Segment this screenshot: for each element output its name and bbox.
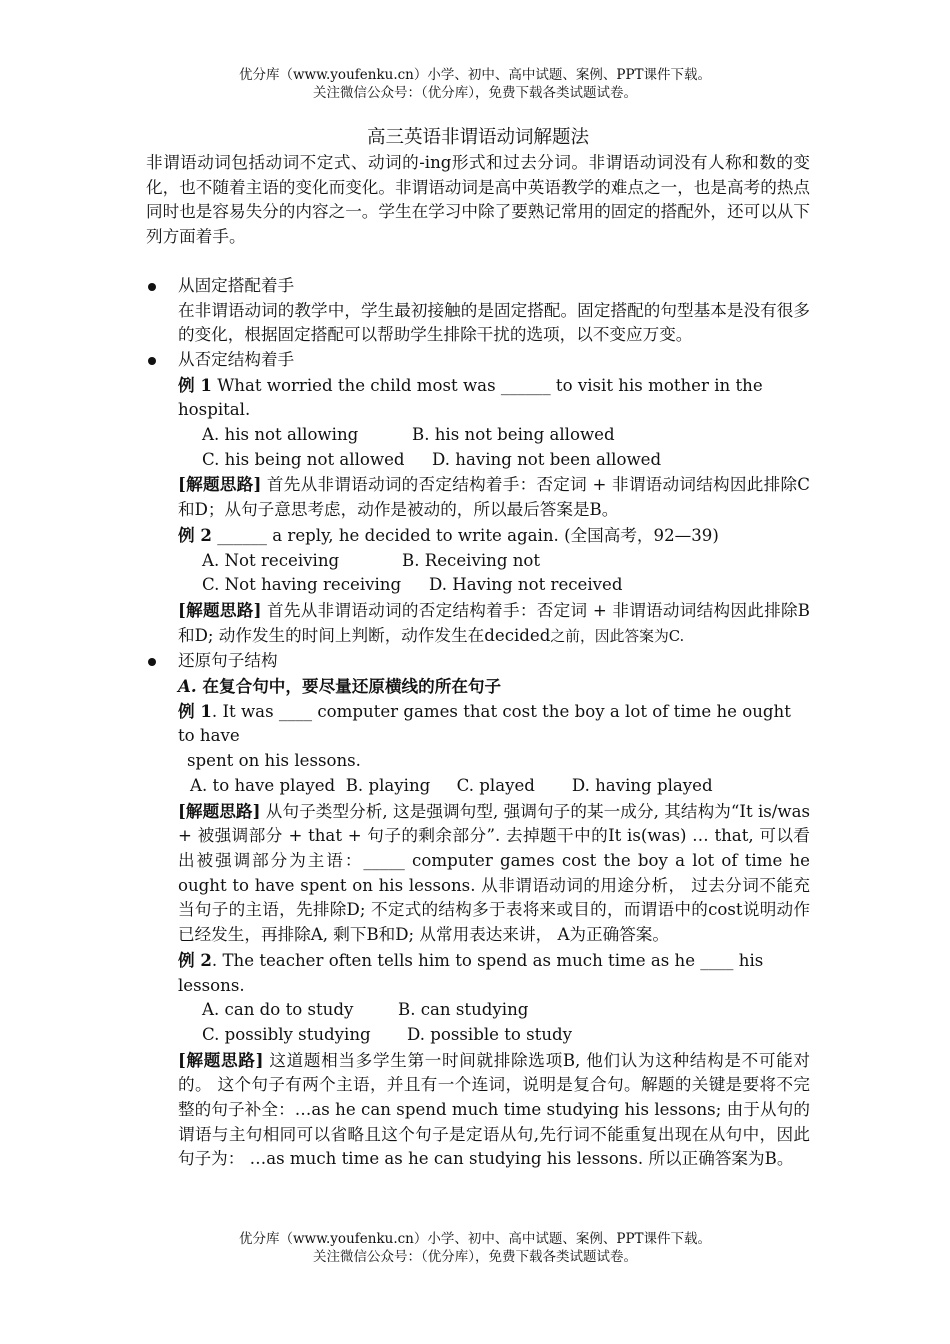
option-d: D. having not been allowed [432, 449, 662, 469]
example-label: 例 1 [178, 374, 212, 395]
option-a: A. can do to study [202, 1000, 354, 1020]
options-row [146, 1023, 810, 1048]
section-3-example-2 [146, 948, 810, 998]
example-label: 例 2 [178, 524, 212, 545]
section-1-heading-text: 从固定搭配着手 [178, 275, 295, 295]
header-line-1: 优分库（www.youfenku.cn）小学、初中、高中试题、案例、PPT课件下载。 [238, 67, 712, 83]
options-row [146, 998, 810, 1023]
section-1-body: 在非谓语动词的教学中，学生最初接触的是固定搭配。固定搭配的句型基本是没有很多的变化，根据固定搭配可以帮助学生排除干扰的选项，以不变应万变。 [178, 300, 810, 345]
option-c: C. Not having receiving [202, 575, 402, 595]
option-b: B. his not being allowed [412, 425, 615, 445]
header-line-2: 关注微信公众号：（优分库），免费下载各类试题试卷。 [313, 85, 637, 101]
section-2-example-2 [146, 523, 810, 549]
options-row [146, 448, 810, 473]
page-footer [0, 1230, 950, 1266]
option-d: D. possible to study [407, 1024, 573, 1044]
example-label: 例 1 [178, 700, 212, 721]
analysis-tag: [解题思路] [178, 800, 261, 821]
example-question-continued: spent on his lessons. [187, 751, 361, 771]
analysis-text: 首先从非谓语动词的否定结构着手：否定词 + 非谓语动词结构因此排除B和D; 动作发生的时间上判断，动作发生在decided [178, 600, 811, 645]
section-1-heading [146, 274, 810, 299]
section-3-example-1 [146, 699, 810, 749]
footer-line-1: 优分库（www.youfenku.cn）小学、初中、高中试题、案例、PPT课件下载。 [238, 1231, 712, 1247]
section-3-heading-text: 还原句子结构 [178, 651, 278, 671]
analysis-text-small: 之前，因此答案为C. [550, 627, 685, 645]
option-d: D. Having not received [429, 575, 623, 595]
example-question: . The teacher often tells him to spend as much time as he ____ his lessons. [178, 950, 764, 995]
analysis-paragraph [146, 598, 810, 649]
option-b: B. can studying [398, 1000, 529, 1020]
analysis-text: 这道题相当多学生第一时间就排除选项B, 他们认为这种结构是不可能对的。 这个句子有两个主语，并且有一个连词，说明是复合句。解题的关键是要将不完整的句子补全：…as he can spend much time studying his lessons; 由于从句的谓语与主句相同可以省略且这个句子是定语从句,先行词不能重复出现在从句中，因此句子为： …as much time as he can studying his lessons. 所以正确答案为B。 [178, 1050, 810, 1169]
option-c: C. possibly studying [202, 1024, 371, 1044]
analysis-paragraph [146, 799, 810, 948]
section-3-subheading [146, 674, 810, 699]
options-row [146, 573, 810, 598]
example-question: . It was ____ computer games that cost the boy a lot of time he ought to have [178, 701, 791, 746]
subheading-text: 在复合句中，要尽量还原横线的所在句子 [196, 676, 502, 697]
option-a: A. Not receiving [202, 550, 340, 570]
option-a: A. his not allowing [202, 425, 359, 445]
options-row [146, 423, 810, 448]
section-2-example-1 [146, 373, 810, 423]
options-row: A. to have played B. playing C. played D. having played [190, 775, 713, 795]
section-3-heading [146, 649, 810, 674]
analysis-paragraph [146, 1048, 810, 1173]
page-header [0, 66, 950, 102]
analysis-paragraph [146, 472, 810, 522]
example-question: ______ a reply, he decided to write again. (全国高考，92—39) [211, 525, 719, 545]
section-2-heading-text: 从否定结构着手 [178, 349, 295, 369]
analysis-tag: [解题思路] [178, 1049, 264, 1070]
example-question: What worried the child most was ______ to visit his mother in the hospital. [178, 375, 763, 420]
analysis-text: 首先从非谓语动词的否定结构着手：否定词 + 非谓语动词结构因此排除C和D；从句子意思考虑，动作是被动的，所以最后答案是B。 [178, 475, 810, 520]
options-row [146, 549, 810, 574]
option-b: B. Receiving not [402, 550, 541, 570]
bullet-icon [148, 357, 156, 365]
analysis-tag: [解题思路] [178, 599, 262, 620]
section-2-heading [146, 348, 810, 373]
analysis-tag: [解题思路] [178, 474, 262, 495]
document-body [146, 125, 810, 1172]
option-c: C. his being not allowed [202, 449, 405, 469]
analysis-text: 从句子类型分析, 这是强调句型, 强调句子的某一成分, 其结构为“It is/was + 被强调部分 + that + 句子的剩余部分”. 去掉题干中的It is(was) … that, 可以看出被强调部分为主语：_____ computer games cost the boy a lot of time he ought to have spent on his lessons. 从非谓语动词的用途分析， 过去分词不能充当句子的主语，先排除D; 不定式的结构多于表将来或目的，而谓语中的cost说明动作已经发生，再排除A, 剩下B和D; 从常用表达来讲， A为正确答案。 [178, 801, 810, 945]
subheading-letter: A. [178, 676, 197, 697]
example-label: 例 2 [178, 949, 212, 970]
spacer [146, 250, 810, 274]
footer-line-2: 关注微信公众号：（优分库），免费下载各类试题试卷。 [313, 1249, 637, 1265]
bullet-icon [148, 283, 156, 291]
document-title: 高三英语非谓语动词解题法 [366, 127, 589, 148]
intro-paragraph: 非谓语动词包括动词不定式、动词的-ing形式和过去分词。非谓语动词没有人称和数的变化，也不随着主语的变化而变化。非谓语动词是高中英语教学的难点之一，也是高考的热点同时也是容易失分的内容之一。学生在学习中除了要熟记常用的固定的搭配外，还可以从下列方面着手。 [146, 153, 810, 247]
bullet-icon [148, 658, 156, 666]
